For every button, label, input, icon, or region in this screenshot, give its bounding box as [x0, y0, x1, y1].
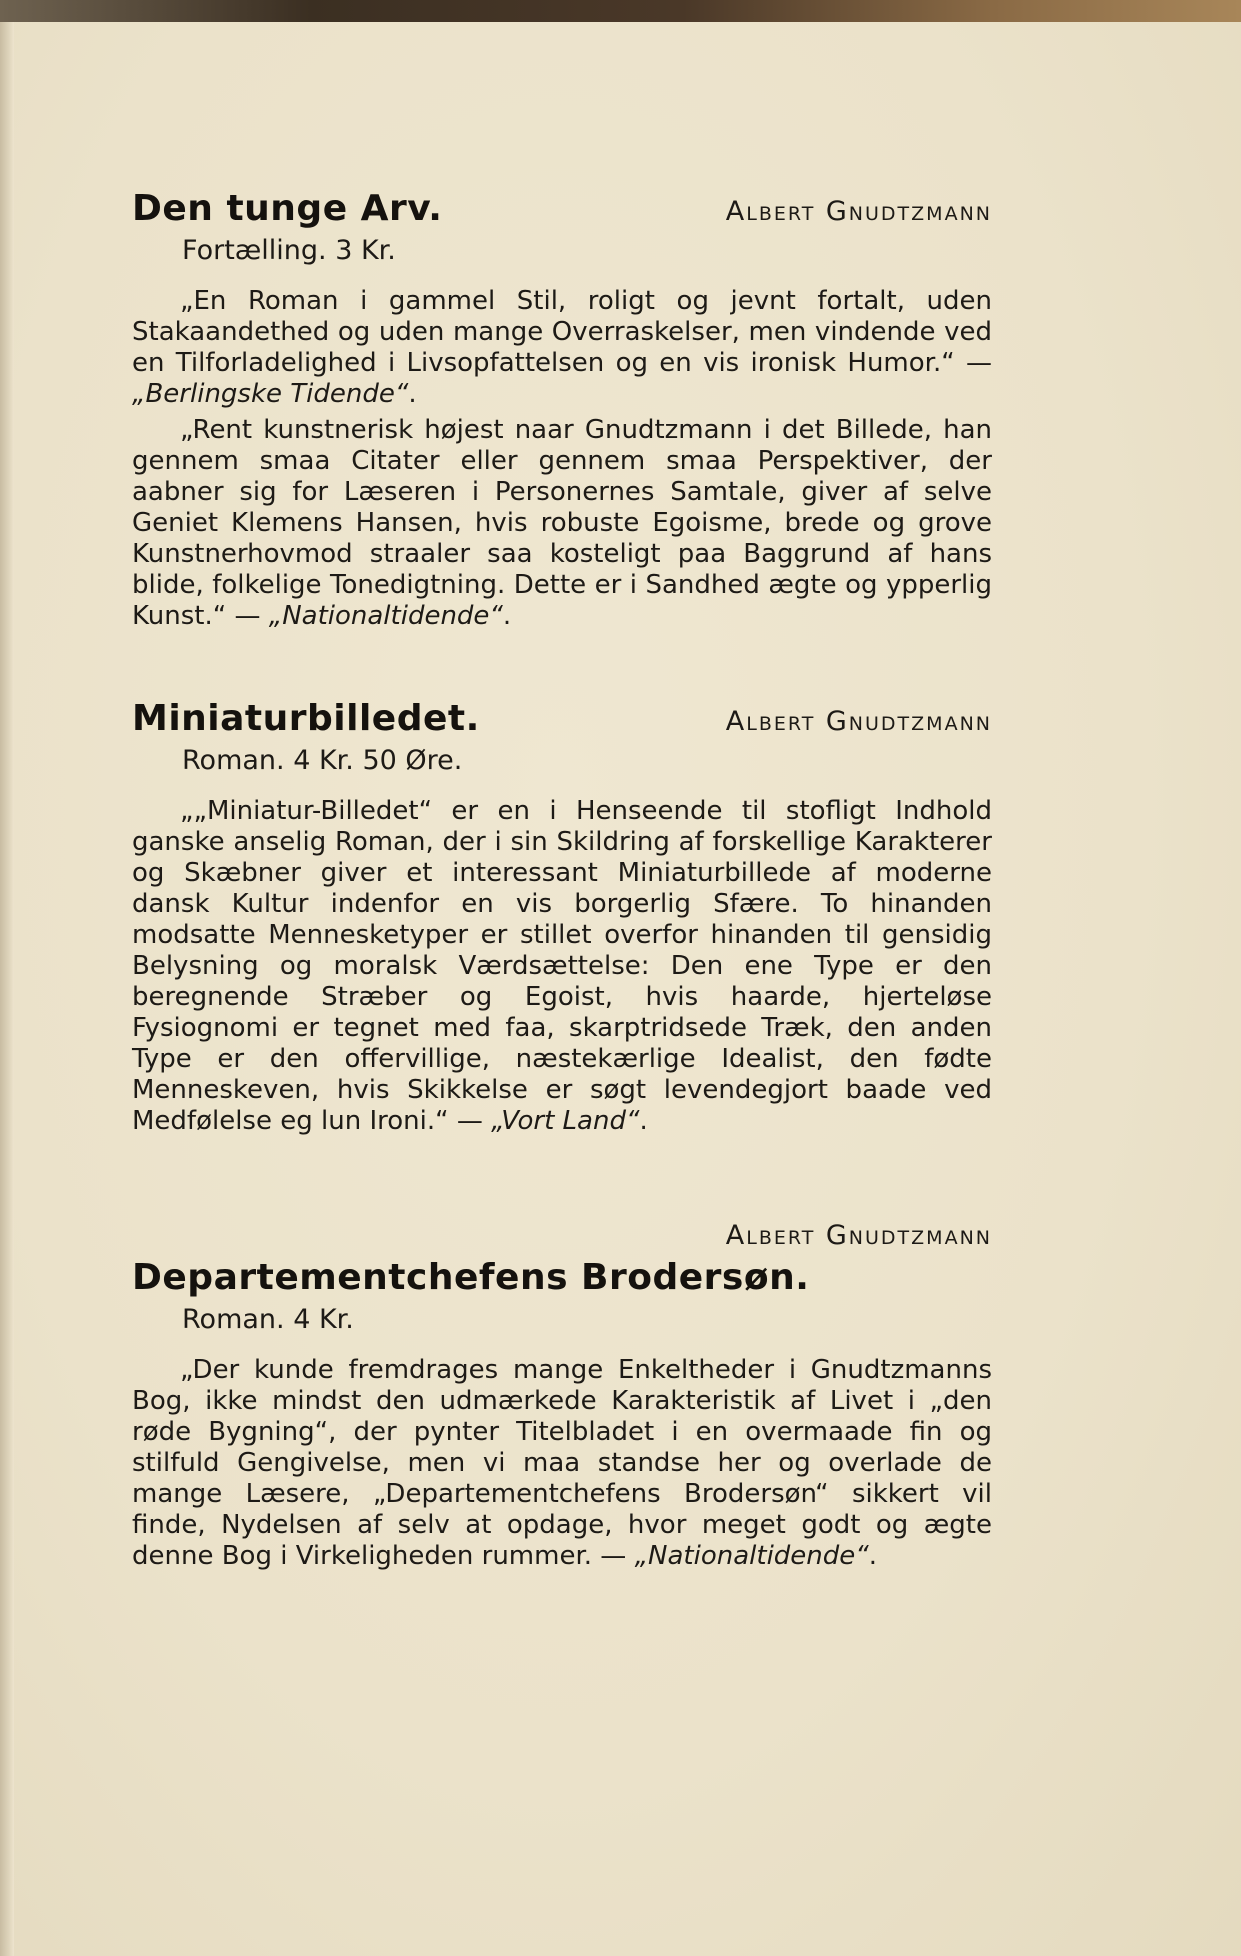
review-end: . — [639, 1106, 648, 1136]
review-quote — [132, 286, 992, 410]
book-title: Den tunge Arv. — [132, 188, 443, 229]
review-block — [132, 796, 992, 1137]
review-text: „En Roman i gammel Stil, roligt og jevnt fortalt, uden Stakaandethed og uden mange Overraskelser, men vindende ved en Tilforladelighed i Livsopfattelsen og en vis ironisk Humor.“ — — [132, 286, 992, 378]
book-author: Albert Gnudtzmann — [725, 196, 992, 227]
page-binding-edge — [0, 22, 14, 1956]
review-end: . — [868, 1541, 878, 1571]
review-quote — [132, 1355, 992, 1572]
book-subtitle: Roman. 4 Kr. 50 Øre. — [182, 745, 463, 776]
review-quote — [132, 415, 992, 632]
review-text: „Der kunde fremdrages mange Enkeltheder i Gnudtzmanns Bog, ikke mindst den udmærkede Karakteristik af Livet i „den røde Bygning“, der pynter Titelbladet i en overmaade fin og stilfuld Gengivelse, men vi maa standse her og overlade de mange Læsere, „Departementchefens Brodersøn“ sikkert vil finde, Nydelsen af selv at opdage, hvor meget godt og ægte denne Bog i Virkeligheden rummer. — — [132, 1355, 992, 1571]
review-end: . — [502, 601, 512, 631]
review-source: „Berlingske Tidende“ — [132, 379, 409, 409]
review-source: „Nationaltidende“ — [268, 601, 503, 631]
entry-header — [132, 188, 992, 229]
book-title: Miniaturbilledet. — [132, 698, 480, 739]
book-subtitle: Fortælling. 3 Kr. — [182, 235, 396, 266]
entry-header — [132, 698, 992, 739]
review-source: „Nationaltidende“ — [634, 1541, 869, 1571]
book-entry — [132, 698, 992, 1137]
review-quote — [132, 796, 992, 1137]
review-block — [132, 286, 992, 632]
review-end: . — [408, 379, 417, 409]
book-entry — [132, 1220, 992, 1572]
book-title: Departementchefens Brodersøn. — [132, 1257, 810, 1298]
book-author: Albert Gnudtzmann — [725, 706, 992, 737]
review-source: „Vort Land“ — [491, 1106, 640, 1136]
review-text: „„Miniatur-Billedet“ er en i Henseende til stofligt Indhold ganske anselig Roman, der i sin Skildring af forskellige Karakterer og Skæbner giver et interessant Miniaturbillede af moderne dansk Kultur indenfor en vis borgerlig Sfære. To hinanden modsatte Mennesketyper er stillet overfor hinanden til gensidig Belysning og moralsk Værdsættelse: Den ene Type er den beregnende Stræber og Egoist, hvis haarde, hjerteløse Fysiognomi er tegnet med faa, skarptridsede Træk, den anden Type er den offervillige, næstekærlige Idealist, den fødte Menneskeven, hvis Skikkelse er søgt levendegjort baade ved Medfølelse eg lun Ironi.“ — — [132, 796, 992, 1136]
book-author: Albert Gnudtzmann — [725, 1220, 992, 1251]
book-subtitle: Roman. 4 Kr. — [182, 1304, 354, 1335]
review-block — [132, 1355, 992, 1572]
review-text: „Rent kunstnerisk højest naar Gnudtzmann i det Billede, han gennem smaa Citater eller gennem smaa Perspektiver, der aabner sig for Læseren i Personernes Samtale, giver af selve Geniet Klemens Hansen, hvis robuste Egoisme, brede og grove Kunstnerhovmod straaler saa kosteligt paa Baggrund af hans blide, folkelige Tonedigtning. Dette er i Sandhed ægte og ypperlig Kunst.“ — — [132, 415, 992, 631]
book-entry — [132, 188, 992, 632]
entry-author-line — [132, 1220, 992, 1251]
page-top-edge — [0, 0, 1241, 22]
